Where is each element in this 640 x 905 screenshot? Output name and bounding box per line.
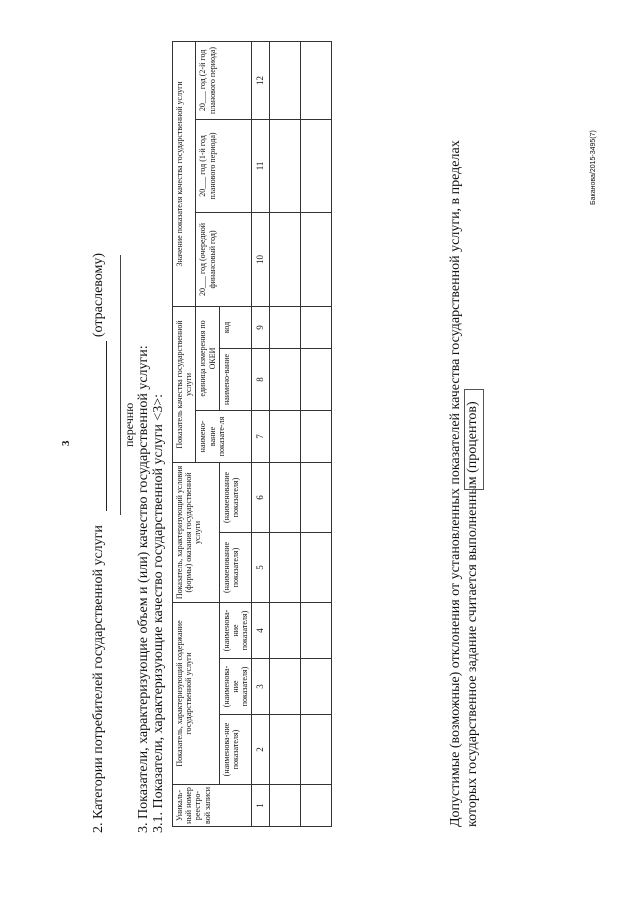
column-number: 8 bbox=[252, 348, 269, 410]
column-number: 4 bbox=[252, 602, 269, 658]
deviation-percent-field bbox=[464, 389, 484, 490]
column-number: 10 bbox=[252, 212, 269, 306]
deviation-text-line-2: которых государственное задание считается выполненным (процентов) bbox=[465, 401, 480, 827]
consumer-category-trailing: (отраслевому) bbox=[91, 252, 106, 338]
header-unique-number: Уникаль-ный номер реестро-вой записи bbox=[173, 785, 252, 827]
header-unit-code: код bbox=[219, 306, 252, 348]
column-number: 1 bbox=[252, 785, 269, 827]
header-conditions-indicator: Показатель, характеризующий условия (формы) оказания государственной услуги bbox=[173, 462, 220, 602]
header-indicator-values: Значение показателя качества государственной услуги bbox=[173, 41, 196, 306]
section-3-title: 3. Показатели, характеризующие объем и (или) качество государственной услуги: bbox=[136, 345, 151, 833]
column-number: 9 bbox=[252, 306, 269, 348]
header-quality-name: наимено-вание показате-ля bbox=[196, 410, 252, 462]
page-number: 3 bbox=[60, 440, 72, 446]
column-number: 12 bbox=[252, 41, 269, 119]
header-unit-okei: единица измерения по ОКЕИ bbox=[196, 306, 219, 410]
table-row-empty bbox=[300, 41, 331, 826]
column-number: 5 bbox=[252, 532, 269, 602]
consumer-category-line bbox=[90, 253, 107, 833]
column-number-row bbox=[252, 41, 269, 826]
table-header-row-1 bbox=[173, 41, 196, 826]
header-year-2: 20___ год (1-й год планового периода) bbox=[196, 119, 252, 212]
header-condition-name-1: (наименование показателя) bbox=[219, 532, 252, 602]
column-number: 6 bbox=[252, 462, 269, 532]
consumer-category-blank bbox=[90, 341, 107, 511]
header-year-1: 20___ год (очередной финансовый год) bbox=[196, 212, 252, 306]
header-content-name-3: (наименова-ние показателя) bbox=[219, 602, 252, 658]
header-condition-name-2: (наименование показателя) bbox=[219, 462, 252, 532]
deviation-text-line-1: Допустимые (возможные) отклонения от установленных показателей качества государственной услуги, в пределах bbox=[448, 140, 463, 827]
table-row-empty bbox=[269, 41, 300, 826]
section-3-1-title: 3.1. Показатели, характеризующие качество государственной услуги <3>: bbox=[151, 393, 166, 833]
header-quality-indicator: Показатель качества государственной услуги bbox=[173, 306, 196, 462]
column-number: 3 bbox=[252, 659, 269, 715]
header-year-3: 20___ год (2-й год планового периода) bbox=[196, 41, 252, 119]
list-underline bbox=[120, 255, 121, 515]
column-number: 2 bbox=[252, 715, 269, 785]
header-unit-name: наимено-вание bbox=[219, 348, 252, 410]
quality-indicators-table bbox=[172, 41, 332, 827]
column-number: 7 bbox=[252, 410, 269, 462]
header-content-name-2: (наименова-ние показателя) bbox=[219, 659, 252, 715]
header-content-indicator: Показатель, характеризующий содержание государственной услуги bbox=[173, 602, 220, 784]
column-number: 11 bbox=[252, 119, 269, 212]
list-label: перечню bbox=[122, 402, 136, 447]
header-content-name-1: (наименова-ние показателя) bbox=[219, 715, 252, 785]
document-footer-code: Баканова/2015-3495(7) bbox=[590, 130, 597, 205]
consumer-category-label: 2. Категории потребителей государственной услуги bbox=[91, 525, 106, 833]
